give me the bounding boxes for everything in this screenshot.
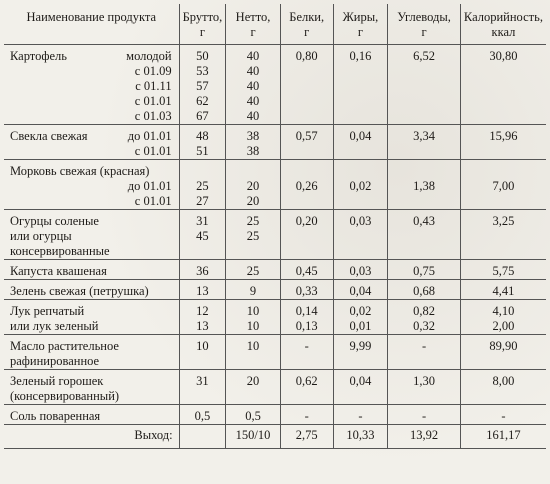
zhiry-value: 0,16 [349, 49, 372, 63]
kal-cell [460, 210, 546, 260]
netto-cell [226, 280, 281, 300]
belki-cell [280, 370, 333, 405]
total-row [4, 425, 546, 449]
table-row [4, 335, 546, 370]
brutto-value: 36 [196, 264, 209, 278]
belki-value: 0,57 [295, 129, 318, 143]
header-brutto: Брутто, г [179, 4, 226, 45]
belki-cell [280, 335, 333, 370]
uglevody-cell [388, 405, 461, 425]
netto-cell [226, 125, 281, 160]
netto-value: 9 [249, 284, 257, 298]
belki-value: 0,45 [295, 264, 318, 278]
table-row [4, 370, 546, 405]
uglevody-value: 0,43 [413, 214, 436, 228]
table-row [4, 300, 546, 335]
uglevody-value: - [421, 409, 427, 423]
netto-value: 25 [246, 214, 260, 228]
product-name-line: или лук зеленый [10, 319, 99, 333]
brutto-value: 12 [196, 304, 209, 318]
uglevody-cell [388, 300, 461, 335]
product-name-line: с 01.01 [134, 94, 172, 108]
brutto-value: 0,5 [194, 409, 211, 423]
product-name-line: Огурцы соленые [10, 214, 99, 228]
kal-value: 89,90 [489, 339, 518, 353]
total-kaloriynost: 161,17 [460, 425, 546, 449]
zhiry-cell [333, 300, 388, 335]
brutto-cell [179, 370, 226, 405]
product-name-line: Лук репчатый [10, 304, 85, 318]
zhiry-cell [333, 260, 388, 280]
kal-value: 4,41 [492, 284, 515, 298]
product-name-qualifier: до 01.01 [127, 129, 172, 143]
zhiry-cell [333, 45, 388, 125]
zhiry-spacer [337, 164, 385, 179]
uglevody-cell [388, 210, 461, 260]
uglevody-spacer [391, 164, 457, 179]
brutto-value: 62 [196, 94, 209, 108]
kal-value: 4,10 [492, 304, 515, 318]
kal-value: 15,96 [489, 129, 518, 143]
product-name-line: до 01.01 [127, 179, 172, 193]
brutto-value: 67 [196, 109, 209, 123]
belki-cell [280, 125, 333, 160]
product-name-qualifier: молодой [126, 49, 172, 63]
kal-cell [460, 300, 546, 335]
netto-cell [226, 160, 281, 210]
zhiry-cell [333, 405, 388, 425]
uglevody-value: 6,52 [413, 49, 436, 63]
uglevody-value: 0,75 [413, 264, 436, 278]
netto-value: 40 [246, 109, 260, 123]
netto-value: 10 [246, 304, 260, 318]
table-body [4, 45, 546, 449]
belki-value: - [304, 409, 309, 423]
zhiry-value: 0,04 [349, 374, 372, 388]
belki-spacer [284, 164, 330, 179]
brutto-cell [179, 125, 226, 160]
table-row [4, 210, 546, 260]
belki-value: 0,80 [295, 49, 318, 63]
kal-value: 7,00 [492, 179, 515, 193]
belki-value: 0,20 [295, 214, 318, 228]
product-name-cell [4, 160, 179, 210]
product-name-line: с 01.03 [134, 109, 172, 123]
kal-spacer [464, 164, 543, 179]
netto-value: 10 [246, 319, 260, 333]
belki-value: 0,13 [295, 319, 318, 333]
belki-value: 0,26 [295, 179, 318, 193]
product-name-line: Зелень свежая (петрушка) [10, 284, 149, 298]
zhiry-value: - [358, 409, 363, 423]
belki-cell [280, 45, 333, 125]
uglevody-value: 1,30 [413, 374, 436, 388]
zhiry-value: 0,01 [349, 319, 372, 333]
product-name-line: или огурцы [10, 229, 72, 243]
total-brutto [179, 425, 226, 449]
zhiry-value: 0,02 [349, 179, 372, 193]
netto-value [229, 164, 277, 179]
product-name-line: с 01.11 [135, 79, 172, 93]
zhiry-value: 9,99 [349, 339, 372, 353]
header-uglevody: Углеводы, г [388, 4, 461, 45]
total-label: Выход: [4, 425, 179, 449]
brutto-cell [179, 335, 226, 370]
netto-cell [226, 45, 281, 125]
belki-cell [280, 300, 333, 335]
belki-cell [280, 210, 333, 260]
brutto-value: 31 [196, 374, 209, 388]
product-name-cell [4, 405, 179, 425]
netto-value: 40 [246, 79, 260, 93]
table-row [4, 280, 546, 300]
uglevody-value: 0,68 [413, 284, 436, 298]
product-name-line: Масло растительное [10, 339, 119, 353]
uglevody-value: 0,82 [413, 304, 436, 318]
zhiry-value: 0,04 [349, 284, 372, 298]
zhiry-cell [333, 160, 388, 210]
product-name-line: (консервированный) [10, 389, 120, 403]
product-name-line: с 01.01 [134, 194, 172, 208]
kal-cell [460, 335, 546, 370]
netto-cell [226, 210, 281, 260]
total-zhiry: 10,33 [333, 425, 388, 449]
product-name-line: рафинированное [10, 354, 100, 368]
uglevody-cell [388, 260, 461, 280]
netto-value: 40 [246, 64, 260, 78]
uglevody-cell [388, 125, 461, 160]
belki-cell [280, 260, 333, 280]
zhiry-cell [333, 335, 388, 370]
kal-cell [460, 160, 546, 210]
netto-cell [226, 260, 281, 280]
netto-value: 10 [246, 339, 260, 353]
brutto-value [183, 164, 223, 179]
netto-cell [226, 370, 281, 405]
netto-value: 40 [246, 94, 260, 108]
kal-value: 30,80 [489, 49, 518, 63]
zhiry-cell [333, 125, 388, 160]
brutto-cell [179, 260, 226, 280]
uglevody-value: 1,38 [413, 179, 436, 193]
belki-cell [280, 160, 333, 210]
zhiry-cell [333, 370, 388, 405]
kal-cell [460, 260, 546, 280]
brutto-cell [179, 45, 226, 125]
netto-cell [226, 335, 281, 370]
header-product: Наименование продукта [4, 4, 179, 45]
brutto-cell [179, 160, 226, 210]
brutto-value: 45 [196, 229, 209, 243]
belki-value: 0,14 [295, 304, 318, 318]
brutto-value: 31 [196, 214, 209, 228]
uglevody-value: - [421, 339, 427, 353]
netto-value: 38 [246, 144, 260, 158]
total-netto: 150/10 [226, 425, 281, 449]
brutto-value: 13 [196, 284, 209, 298]
brutto-value: 50 [196, 49, 209, 63]
table-row [4, 45, 546, 125]
header-zhiry: Жиры, г [333, 4, 388, 45]
product-name-cell [4, 280, 179, 300]
product-name-cell [4, 210, 179, 260]
belki-value: 0,33 [295, 284, 318, 298]
netto-value: 20 [246, 179, 260, 193]
uglevody-value: 3,34 [413, 129, 436, 143]
zhiry-value: 0,02 [349, 304, 372, 318]
kal-cell [460, 45, 546, 125]
zhiry-value: 0,03 [349, 264, 372, 278]
brutto-cell [179, 300, 226, 335]
product-name-line [10, 129, 176, 144]
table-row [4, 405, 546, 425]
belki-value: - [304, 339, 309, 353]
total-belki: 2,75 [280, 425, 333, 449]
kal-value: 2,00 [492, 319, 515, 333]
uglevody-cell [388, 280, 461, 300]
product-name-cell [4, 335, 179, 370]
brutto-value: 51 [196, 144, 209, 158]
belki-cell [280, 405, 333, 425]
netto-value: 20 [246, 374, 260, 388]
kal-value: 3,25 [492, 214, 515, 228]
uglevody-value: 0,32 [413, 319, 436, 333]
brutto-cell [179, 280, 226, 300]
product-name-cell [4, 125, 179, 160]
table-row [4, 260, 546, 280]
kal-value: - [501, 409, 506, 423]
uglevody-cell [388, 335, 461, 370]
netto-cell [226, 405, 281, 425]
table-row [4, 160, 546, 210]
product-name-line: консервированные [10, 244, 110, 258]
netto-value: 38 [246, 129, 260, 143]
netto-cell [226, 300, 281, 335]
brutto-value: 10 [196, 339, 209, 353]
netto-value: 20 [246, 194, 260, 208]
kal-cell [460, 125, 546, 160]
brutto-value: 27 [196, 194, 209, 208]
product-name-line: Капуста квашеная [10, 264, 107, 278]
brutto-cell [179, 405, 226, 425]
netto-value: 25 [246, 264, 260, 278]
netto-value: 25 [246, 229, 260, 243]
product-name-cell [4, 300, 179, 335]
total-uglevody: 13,92 [388, 425, 461, 449]
brutto-value: 13 [196, 319, 209, 333]
header-kaloriynost: Калорийность, ккал [460, 4, 546, 45]
zhiry-value: 0,03 [349, 214, 372, 228]
product-name-part: Свекла свежая [10, 129, 88, 143]
zhiry-cell [333, 280, 388, 300]
zhiry-value: 0,04 [349, 129, 372, 143]
kal-value: 5,75 [492, 264, 515, 278]
brutto-value: 57 [196, 79, 209, 93]
uglevody-cell [388, 370, 461, 405]
product-name-line: с 01.09 [134, 64, 172, 78]
header-netto: Нетто, г [226, 4, 281, 45]
brutto-cell [179, 210, 226, 260]
uglevody-cell [388, 160, 461, 210]
header-belki: Белки, г [280, 4, 333, 45]
kal-value: 8,00 [492, 374, 515, 388]
brutto-value: 48 [196, 129, 209, 143]
product-name-cell [4, 370, 179, 405]
kal-cell [460, 405, 546, 425]
product-name-line: с 01.01 [134, 144, 172, 158]
kal-cell [460, 370, 546, 405]
product-name-line: Морковь свежая (красная) [10, 164, 150, 178]
zhiry-cell [333, 210, 388, 260]
product-name-cell [4, 260, 179, 280]
belki-cell [280, 280, 333, 300]
uglevody-cell [388, 45, 461, 125]
product-name-part: Картофель [10, 49, 67, 63]
brutto-value: 53 [196, 64, 209, 78]
netto-value: 0,5 [245, 409, 261, 423]
product-name-line: Соль поваренная [10, 409, 101, 423]
table-header-row [4, 4, 546, 45]
kal-cell [460, 280, 546, 300]
product-name-line: Зеленый горошек [10, 374, 104, 388]
belki-value: 0,62 [295, 374, 318, 388]
netto-value: 40 [246, 49, 260, 63]
recipe-table [4, 4, 546, 449]
product-name-line [10, 49, 176, 64]
table-row [4, 125, 546, 160]
product-name-cell [4, 45, 179, 125]
brutto-value: 25 [196, 179, 209, 193]
